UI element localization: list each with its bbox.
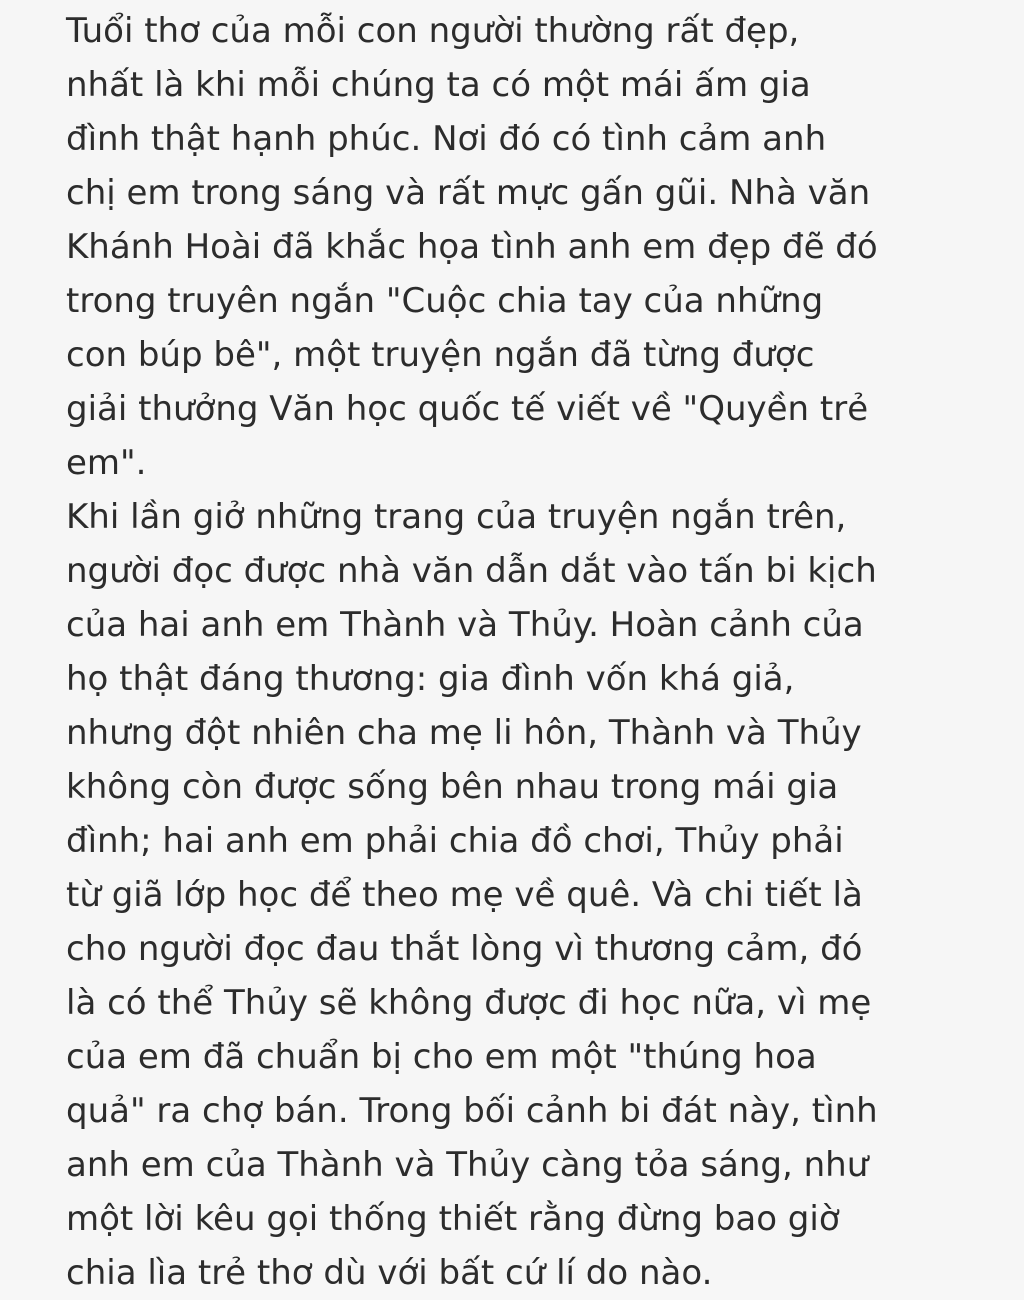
text-line: nhưng đột nhiên cha mẹ li hôn, Thành và Thủy	[66, 713, 862, 753]
text-line: đình thật hạnh phúc. Nơi đó có tình cảm anh	[66, 119, 827, 159]
text-line: em".	[66, 443, 147, 483]
text-line: của em đã chuẩn bị cho em một "thúng hoa	[66, 1037, 817, 1077]
text-line: chị em trong sáng và rất mực gấn gũi. Nhà văn	[66, 173, 871, 213]
text-line: cho người đọc đau thắt lòng vì thương cảm, đó	[66, 929, 863, 969]
text-line: giải thưởng Văn học quốc tế viết về "Quyền trẻ	[66, 389, 869, 429]
text-line: họ thật đáng thương: gia đình vốn khá giả,	[66, 659, 795, 699]
text-line: quả" ra chợ bán. Trong bối cảnh bi đát này, tình	[66, 1091, 878, 1131]
text-line: là có thể Thủy sẽ không được đi học nữa, vì mẹ	[66, 983, 872, 1023]
text-line: Tuổi thơ của mỗi con người thường rất đẹp,	[66, 11, 800, 51]
text-line: trong truyên ngắn "Cuộc chia tay của những	[66, 281, 824, 321]
text-line: con búp bê", một truyện ngắn đã từng được	[66, 335, 815, 375]
text-line: chia lìa trẻ thơ dù với bất cứ lí do nào.	[66, 1253, 713, 1293]
paragraph-2	[66, 490, 1016, 1300]
text-line: một lời kêu gọi thống thiết rằng đừng bao giờ	[66, 1199, 840, 1239]
paragraph-1	[66, 4, 1016, 490]
text-line: nhất là khi mỗi chúng ta có một mái ấm gia	[66, 65, 811, 105]
text-line: của hai anh em Thành và Thủy. Hoàn cảnh của	[66, 605, 864, 645]
text-line: anh em của Thành và Thủy càng tỏa sáng, như	[66, 1145, 869, 1185]
text-line: không còn được sống bên nhau trong mái gia	[66, 767, 839, 807]
essay-text	[66, 0, 1016, 1300]
text-line: Khánh Hoài đã khắc họa tình anh em đẹp đẽ đó	[66, 227, 878, 267]
text-line: đình; hai anh em phải chia đồ chơi, Thủy phải	[66, 821, 844, 861]
text-line: Khi lần giở những trang của truyện ngắn trên,	[66, 497, 847, 537]
text-line: người đọc được nhà văn dẫn dắt vào tấn bi kịch	[66, 551, 877, 591]
text-line: từ giã lớp học để theo mẹ về quê. Và chi tiết là	[66, 875, 863, 915]
